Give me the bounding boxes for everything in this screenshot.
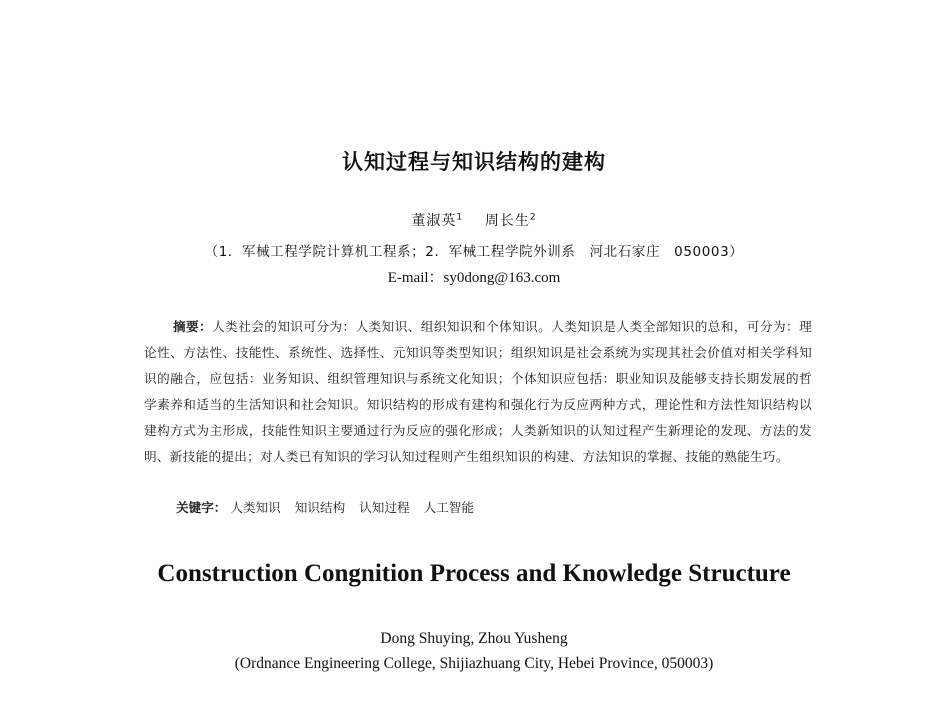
abstract-label: 摘要： — [172, 319, 213, 334]
author-name: 董淑英 — [411, 213, 457, 229]
affiliation-line: （1．军械工程学院计算机工程系；2．军械工程学院外训系 河北石家庄 050003） — [204, 244, 744, 260]
english-affiliation: (Ordnance Engineering College, Shijiazhuang City, Hebei Province, 050003) — [234, 655, 714, 672]
keyword: 认知过程 — [359, 500, 410, 515]
abstract-paragraph — [144, 314, 812, 470]
english-title: Construction Congnition Process and Knowledge Structure — [157, 560, 791, 587]
keyword: 人类知识 — [230, 500, 281, 515]
english-authors: Dong Shuying, Zhou Yusheng — [380, 630, 568, 647]
keywords-label: 关键字： — [176, 500, 227, 515]
keyword: 人工智能 — [423, 500, 474, 515]
keywords-line — [176, 498, 816, 518]
keyword: 知识结构 — [294, 500, 346, 515]
author-affiliation-mark: 2 — [529, 212, 537, 223]
author-line — [0, 210, 948, 230]
author-affiliation-mark: 1 — [456, 212, 464, 223]
chinese-title: 认知过程与知识结构的建构 — [342, 150, 606, 174]
abstract-text: 人类社会的知识可分为：人类知识、组织知识和个体知识。人类知识是人类全部知识的总和，可分为：理论性、方法性、技能性、系统性、选择性、元知识等类型知识；组织知识是社会系统为实现其社会价值对相关学科知识的融合，应包括：业务知识、组织管理知识与系统文化知识；个体知识应包括：职业知识及能够支持长期发展的哲学素养和适当的生活知识和社会知识。知识结构的形成有建构和强化行为反应两种方式，理论性和方法性知识结构以建构方式为主形成，技能性知识主要通过行为反应的强化形成；人类新知识的认知过程产生新理论的发现、方法的发明、新技能的提出；对人类已有知识的学习认知过程则产生组织知识的构建、方法知识的掌握、技能的熟能生巧。 — [144, 319, 812, 464]
author-name: 周长生 — [484, 213, 530, 229]
email-line: E-mail：sy0dong@163.com — [387, 270, 561, 286]
